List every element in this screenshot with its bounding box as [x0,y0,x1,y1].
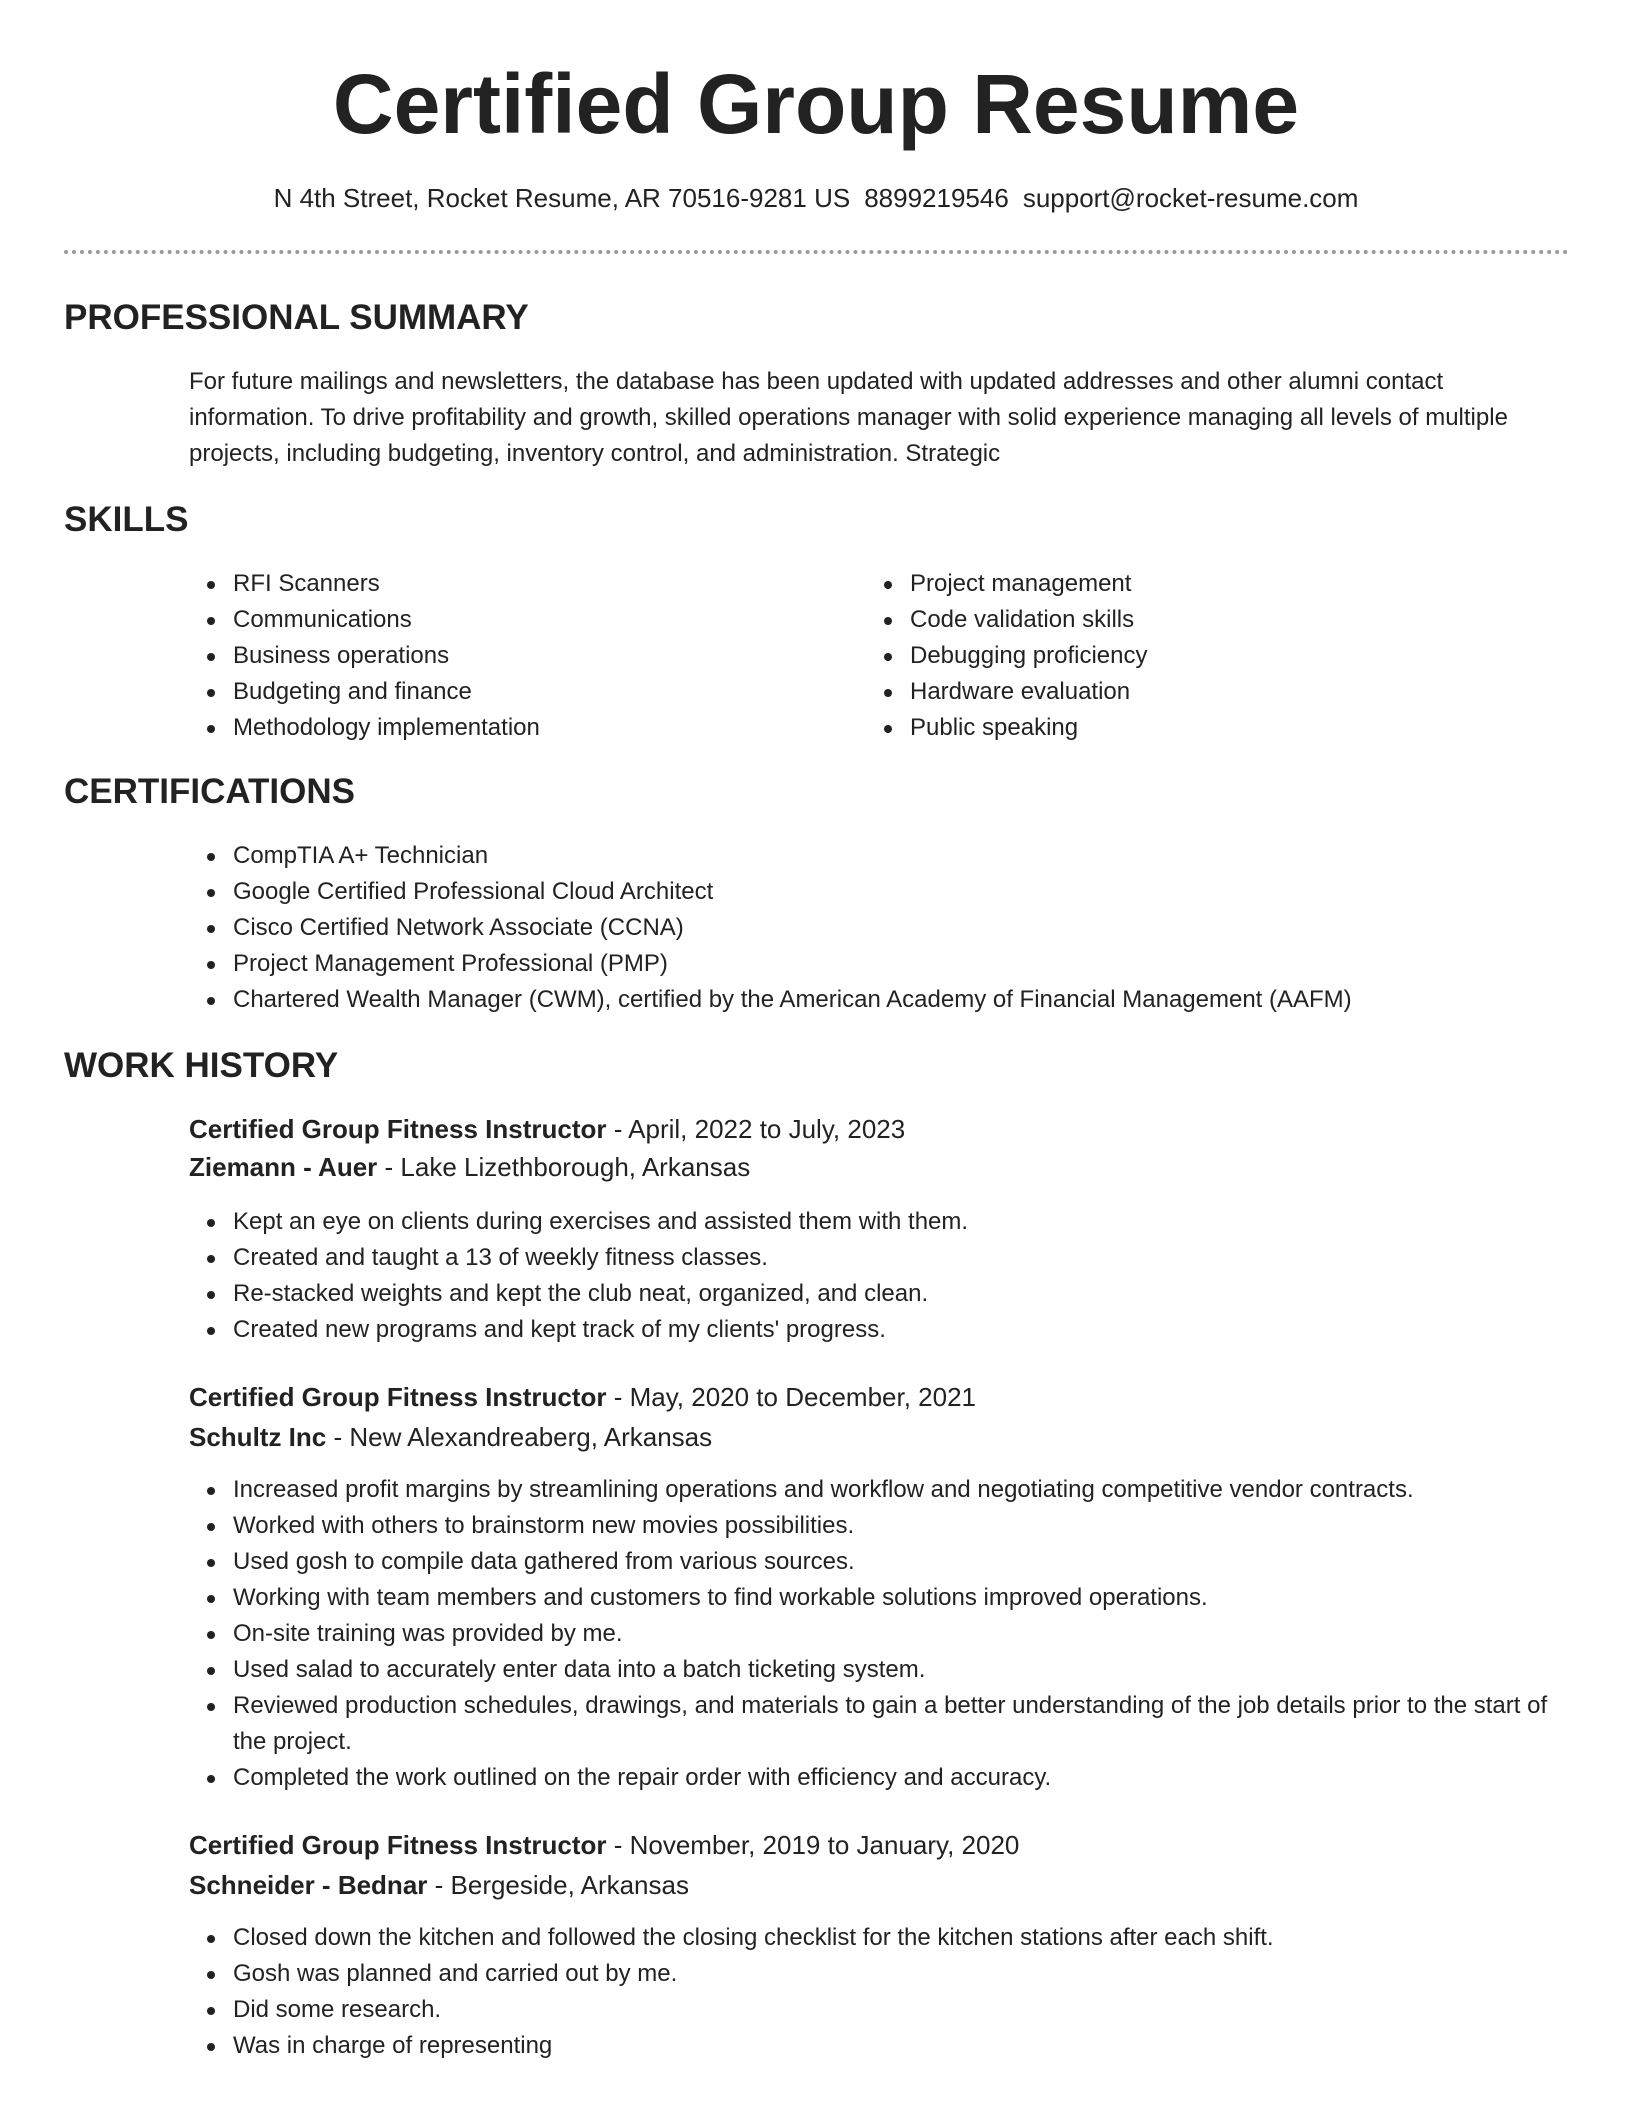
skill-item: Hardware evaluation [866,674,1506,710]
job-location: - New Alexandreaberg, Arkansas [326,1422,713,1452]
job-title: Certified Group Fitness Instructor [189,1114,607,1144]
skill-item: Project management [866,566,1506,602]
contact-address: N 4th Street, Rocket Resume, AR 70516-9281 US [273,183,851,213]
job-location: - Bergeside, Arkansas [427,1870,689,1900]
skills-heading: SKILLS [64,500,189,539]
job-company-line [189,1148,750,1186]
job-bullets [189,1920,1549,2064]
skills-list-left [189,566,829,746]
skill-item: Budgeting and finance [189,674,829,710]
skill-item: Methodology implementation [189,710,829,746]
job-bullet: Gosh was planned and carried out by me. [189,1956,1549,1992]
certification-item: Cisco Certified Network Associate (CCNA) [189,910,1549,946]
certifications-list [189,838,1549,1018]
certification-item: Project Management Professional (PMP) [189,946,1549,982]
work-history-heading: WORK HISTORY [64,1046,339,1085]
job-bullets [189,1204,1549,1348]
job-bullet: Closed down the kitchen and followed the closing checklist for the kitchen stations after each shift. [189,1920,1549,1956]
job-dates: - November, 2019 to January, 2020 [606,1830,1020,1860]
contact-line [0,180,1632,216]
job-bullet: On-site training was provided by me. [189,1616,1549,1652]
job-dates: - May, 2020 to December, 2021 [606,1382,976,1412]
job-bullet: Reviewed production schedules, drawings, and materials to gain a better understanding of the job details prior to the start of the project. [189,1688,1549,1760]
job-bullet: Used gosh to compile data gathered from various sources. [189,1544,1549,1580]
skill-item: Business operations [189,638,829,674]
job-bullet: Was in charge of representing [189,2028,1549,2064]
skill-item: Code validation skills [866,602,1506,638]
skill-item: Public speaking [866,710,1506,746]
header-divider [64,250,1569,254]
job-title-line [189,1378,976,1416]
resume-title: Certified Group Resume [332,57,1300,151]
job-bullet: Did some research. [189,1992,1549,2028]
job-company: Schneider - Bednar [189,1870,428,1900]
job-title: Certified Group Fitness Instructor [189,1382,607,1412]
job-company-line [189,1418,712,1456]
job-company: Schultz Inc [189,1422,327,1452]
job-bullet: Kept an eye on clients during exercises and assisted them with them. [189,1204,1549,1240]
job-company-line [189,1866,689,1904]
certifications-heading: CERTIFICATIONS [64,772,356,811]
summary-text: For future mailings and newsletters, the database has been updated with updated addresses and other alumni contact information. To drive profitability and growth, skilled operations manager with solid experience managing all levels of multiple projects, including budgeting, inventory control, and administration. Strategic [189,368,1508,467]
certification-item: Chartered Wealth Manager (CWM), certified by the American Academy of Financial Management (AAFM) [189,982,1549,1018]
skills-list-right [866,566,1506,746]
contact-phone: 8899219546 [864,183,1009,213]
job-bullet: Working with team members and customers to find workable solutions improved operations. [189,1580,1549,1616]
job-title-line [189,1110,905,1148]
job-title: Certified Group Fitness Instructor [189,1830,607,1860]
skill-item: Debugging proficiency [866,638,1506,674]
job-dates: - April, 2022 to July, 2023 [606,1114,906,1144]
job-bullet: Created new programs and kept track of my clients' progress. [189,1312,1549,1348]
skill-item: RFI Scanners [189,566,829,602]
job-location: - Lake Lizethborough, Arkansas [377,1152,751,1182]
job-title-line [189,1826,1019,1864]
certification-item: Google Certified Professional Cloud Architect [189,874,1549,910]
job-company: Ziemann - Auer [189,1152,378,1182]
job-bullets [189,1472,1549,1796]
job-bullet: Re-stacked weights and kept the club neat, organized, and clean. [189,1276,1549,1312]
job-bullet: Increased profit margins by streamlining operations and workflow and negotiating competitive vendor contracts. [189,1472,1549,1508]
job-bullet: Created and taught a 13 of weekly fitness classes. [189,1240,1549,1276]
contact-email: support@rocket-resume.com [1022,183,1359,213]
job-bullet: Worked with others to brainstorm new movies possibilities. [189,1508,1549,1544]
skill-item: Communications [189,602,829,638]
summary-heading: PROFESSIONAL SUMMARY [64,298,529,337]
certification-item: CompTIA A+ Technician [189,838,1549,874]
job-bullet: Completed the work outlined on the repair order with efficiency and accuracy. [189,1760,1549,1796]
job-bullet: Used salad to accurately enter data into a batch ticketing system. [189,1652,1549,1688]
